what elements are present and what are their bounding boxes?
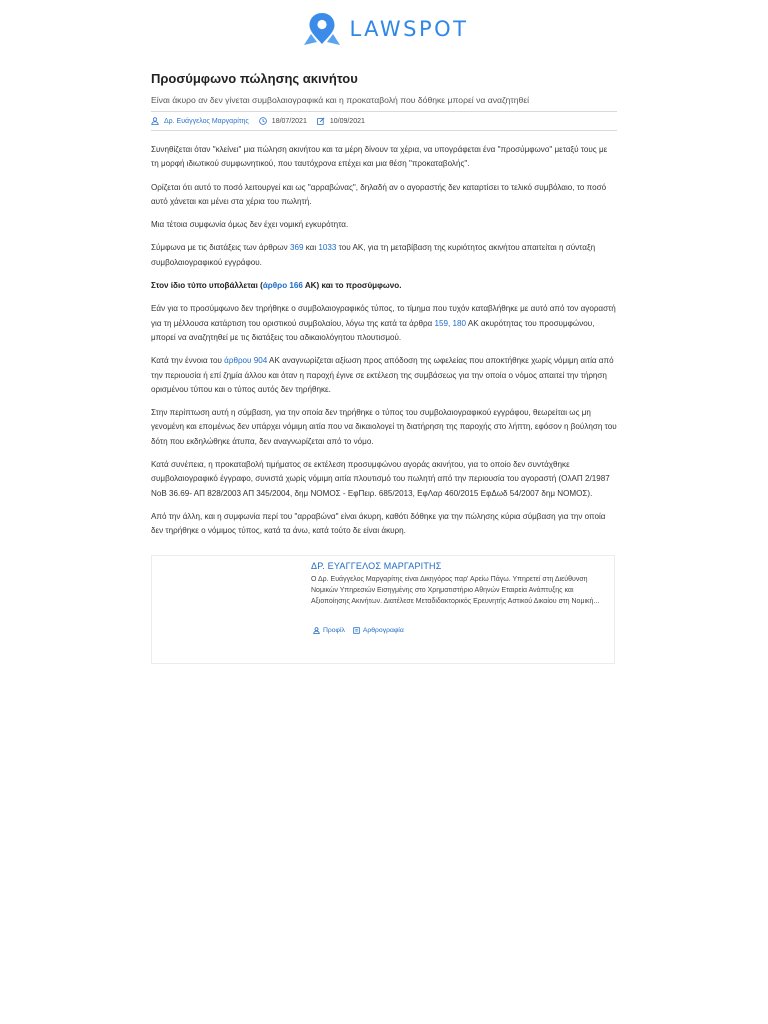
author-articles-label: Αρθρογραφία [362, 627, 404, 634]
law-link-159[interactable]: 159 [434, 318, 448, 328]
paragraph-text: Κατά την έννοια του [151, 356, 225, 366]
law-link-904[interactable]: άρθρου 904 [224, 356, 268, 366]
paragraph: Στην περίπτωση αυτή η σύμβαση, για την οποία δεν τηρήθηκε ο τύπος του συμβολαιογραφικού εγγράφου, θεωρείται ως μη γενομένη και επομένως δεν υπάρχει νόμιμη αιτία που να δικαιολογεί τη διατήρηση της παροχής στο λήπτη, εφόσον η βούληση του δότη που εκδηλώθηκε άτυπα, δεν αναγνωρίζεται από το νόμο. [151, 408, 617, 446]
author-profile-link[interactable] [313, 627, 345, 634]
paragraph-text: Σύμφωνα με τις διατάξεις των άρθρων [151, 243, 290, 253]
paragraph [151, 302, 617, 345]
meta-author[interactable] [151, 117, 249, 125]
paragraph: Συνηθίζεται όταν "κλείνει" μια πώληση ακινήτου και τα μέρη δίνουν τα χέρια, να υπογράφεται ένα "προσύμφωνο" μεταξύ τους με τη μορφή ιδιωτικού συμφωνητικού, που ταυτόχρονα επέχει και μια θέση "προκαταβολής". [151, 145, 608, 169]
article-meta [151, 112, 617, 130]
paragraph-text: Εάν για το προσύμφωνο δεν τηρήθηκε ο συμβολαιογραφικός τύπος, το τίμημα που τυχόν καταβλήθηκε με αυτό από τον αγοραστή για τη μέλλουσα κατάρτιση του οριστικού συμβολαίου, λόγω της κατά τα άρθρα [151, 304, 616, 328]
article-subtitle: Είναι άκυρο αν δεν γίνεται συμβολαιογραφικά και η προκαταβολή που δόθηκε μπορεί να αναζητηθεί [151, 95, 530, 105]
law-link-166[interactable]: άρθρο 166 [262, 281, 303, 291]
paragraph-text: Στον ίδιο τύπο υποβάλλεται ( [151, 281, 263, 291]
author-profile-label: Προφίλ [323, 627, 345, 634]
paragraph-text: ΑΚ ακυρότητας του προσυμφώνου, μπορεί να αναζητηθεί με τις διατάξεις του αδικαιολόγητου πλουτισμού. [151, 318, 595, 342]
paragraph-text: ΑΚ) και το προσύμφωνο. [302, 281, 402, 291]
paragraph-text: του ΑΚ, για τη μεταβίβαση της κυριότητος ακινήτου απαιτείται η σύνταξη συμβολαιογραφικού εγγράφου. [151, 243, 596, 267]
article-title: Προσύμφωνο πώλησης ακινήτου [151, 71, 358, 86]
meta-updated-date: 10/09/2021 [329, 117, 365, 125]
meta-author-name: Δρ. Ευάγγελος Μαργαρίτης [164, 117, 249, 125]
site-header [0, 0, 768, 58]
meta-updated [317, 117, 365, 125]
user-icon [151, 117, 159, 125]
clock-icon [259, 117, 267, 125]
author-box-name[interactable]: ΔΡ. ΕΥΑΓΓΕΛΟΣ ΜΑΡΓΑΡΙΤΗΣ [311, 561, 442, 571]
paragraph-text: και [303, 243, 319, 253]
site-logo[interactable] [303, 12, 468, 46]
author-articles-link[interactable] [353, 627, 404, 634]
divider [151, 130, 617, 131]
paragraph-text: ΑΚ αναγνωρίζεται αξίωση προς απόδοση της ωφελείας που αποκτήθηκε χωρίς νόμιμη αιτία από την περιουσία ή επί ζημία άλλου και όταν η παροχή έγινε σε εκτέλεση της συμβάσεως για την οποία ο νόμος απαιτεί την τήρηση ορισμένου τύπου και ο τύπος αυτός δεν τηρήθηκε. [151, 356, 614, 394]
paragraph [151, 354, 617, 397]
edit-icon [317, 117, 325, 125]
paragraph: Μια τέτοια συμφωνία όμως δεν έχει νομική εγκυρότητα. [151, 220, 349, 230]
author-box-bio: Ο Δρ. Ευάγγελος Μαργαρίτης είναι Δικηγόρος παρ' Αρείω Πάγω. Υπηρετεί στη Διεύθυνση Νομικών Υπηρεσιών Εισηγμένης στο Χρηματιστήριο Αθηνών Εταιρεία Ανάπτυξης και Αξιοποίησης Ακινήτων. Διατέλεσε Μεταδιδακτορικός Ερευνητής Αστικού Δικαίου στη Νομική... [311, 576, 600, 605]
law-link-369[interactable]: 369 [289, 243, 304, 253]
paragraph [151, 279, 617, 293]
paragraph-text: , [448, 318, 453, 328]
logo-text: LAWSPOT [349, 17, 469, 41]
user-icon [313, 627, 320, 634]
law-link-180[interactable]: 180 [452, 318, 467, 328]
author-box-links [313, 627, 412, 634]
law-link-1033[interactable]: 1033 [318, 243, 337, 253]
author-box [151, 555, 615, 664]
map-pin-logo-icon [303, 12, 343, 46]
paragraph [151, 241, 617, 270]
meta-published-date: 18/07/2021 [271, 117, 307, 125]
book-icon [353, 627, 360, 634]
meta-published [259, 117, 307, 125]
paragraph: Κατά συνέπεια, η προκαταβολή τιμήματος σε εκτέλεση προσυμφώνου αγοράς ακινήτου, για το οποίο δεν συντάχθηκε συμβολαιογραφικό έγγραφο, συνιστά χωρίς νόμιμη αιτία πλουτισμό του πωλητή από την περιουσία του αγοραστή (ΟλΑΠ 2/1987 ΝοΒ 36.69- ΑΠ 828/2003 ΑΠ 345/2004, δημ ΝΟΜΟΣ - ΕφΠειρ. 685/2013, ΕφΛαρ 460/2015 ΕφΔωδ 54/2007 δημ ΝΟΜΟΣ). [151, 460, 610, 498]
article-body [151, 143, 617, 539]
paragraph: Ορίζεται ότι αυτό το ποσό λειτουργεί και ως "αρραβώνας", δηλαδή αν ο αγοραστής δεν καταρτίσει το τελικό συμβόλαιο, το ποσό αυτό χάνεται και μένει στα χέρια του πωλητή. [151, 182, 607, 206]
paragraph: Από την άλλη, και η συμφωνία περί του "αρραβώνα" είναι άκυρη, καθότι δόθηκε για την πώλησης κύρια σύμβαση για την οποία δεν τηρήθηκε ο νόμιμος τύπος, κατά τα άνω, κατά τούτο δε είναι άκυρη. [151, 511, 606, 536]
article [151, 70, 617, 548]
